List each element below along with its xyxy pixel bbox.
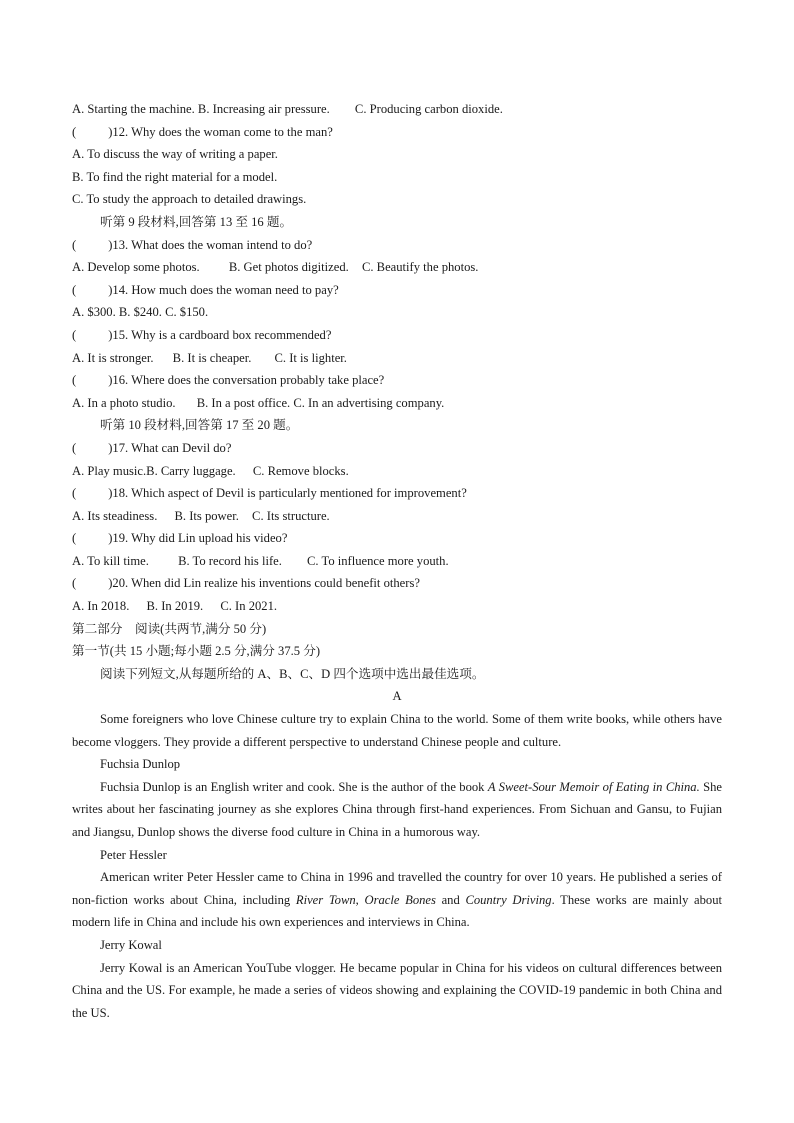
- option-b: B. In a post office.: [196, 395, 291, 410]
- question-number: 15.: [112, 327, 129, 342]
- question-number: 19.: [112, 531, 129, 546]
- person-paragraph: Fuchsia Dunlop is an English writer and cook. She is the author of the book A Sweet-Sour Memoir of Eating in China. She writes about her fascinating journey as she explores China through first-hand experiences. From Sichuan and Gansu, to Fujian and Jiangsu, Dunlop shows the diverse food culture in China in a humorous way.: [72, 779, 723, 839]
- option-c: C. In an advertising company.: [293, 395, 445, 410]
- question-number: 16.: [112, 373, 129, 388]
- person-paragraph: American writer Peter Hessler came to China in 1996 and travelled the country for over 10 years. He published a series of non-fiction works about China, including River Town, Oracle Bones and Country Driving. These works are mainly about modern life in China and include his own experiences and interviews in China.: [72, 870, 723, 930]
- person-paragraph: Jerry Kowal is an American YouTube vlogger. He became popular in China for his videos on cultural differences between China and the US. For example, he made a series of videos showing and explaining the COVID-19 pandemic in both China and the US.: [72, 960, 722, 1020]
- passage-intro: Some foreigners who love Chinese culture try to explain China to the world. Some of them write books, while others have become vloggers. They provide a different perspective to understand Chinese people and culture.: [72, 712, 722, 749]
- question-18: ( )18. Which aspect of Devil is particularly mentioned for improvement?: [72, 486, 467, 501]
- question-text: What can Devil do?: [131, 440, 232, 455]
- q11-options: [72, 98, 722, 121]
- option-c: C. Remove blocks.: [252, 463, 349, 478]
- question-text: What does the woman intend to do?: [131, 237, 313, 252]
- question-19: ( )19. Why did Lin upload his video?: [72, 531, 288, 546]
- q18-options: [72, 505, 722, 528]
- part-2-title: 第二部分 阅读(共两节,满分 50 分): [72, 621, 267, 636]
- question-15: ( )15. Why is a cardboard box recommended?: [72, 327, 332, 342]
- option-c: C. $150.: [165, 305, 209, 320]
- option-a: A. It is stronger.: [72, 350, 154, 365]
- option-c: C. Beautify the photos.: [361, 260, 479, 275]
- option-a: A. Develop some photos.: [72, 260, 200, 275]
- person-name: Jerry Kowal: [100, 937, 162, 952]
- option-a: A. In a photo studio.: [72, 395, 176, 410]
- option-b: B. $240.: [118, 305, 162, 320]
- option-a: A. $300.: [72, 305, 116, 320]
- question-17: ( )17. What can Devil do?: [72, 440, 232, 455]
- q15-options: [72, 347, 722, 370]
- q20-options: [72, 595, 722, 618]
- question-number: 17.: [112, 440, 129, 455]
- option-c: C. To influence more youth.: [307, 553, 449, 568]
- passage-label: A: [392, 689, 402, 704]
- section-10-instruction: 听第 10 段材料,回答第 17 至 20 题。: [100, 418, 299, 433]
- option-a: A. In 2018.: [72, 599, 130, 614]
- option-c: C. In 2021.: [220, 599, 278, 614]
- question-text: How much does the woman need to pay?: [131, 282, 339, 297]
- question-20: ( )20. When did Lin realize his inventions could benefit others?: [72, 576, 420, 591]
- option-a: A. Play music.: [72, 463, 147, 478]
- book-title: A Sweet-Sour Memoir of Eating in China.: [487, 779, 700, 794]
- option-a: A. Starting the machine.: [72, 102, 195, 116]
- book-title: River Town: [295, 892, 356, 907]
- person-name: Fuchsia Dunlop: [100, 757, 181, 772]
- option-c: C. It is lighter.: [274, 350, 347, 365]
- option-b: B. Carry luggage.: [146, 463, 236, 478]
- q16-options: [72, 392, 722, 415]
- question-text: Why is a cardboard box recommended?: [131, 327, 332, 342]
- q13-options: [72, 256, 722, 279]
- option-c: C. Producing carbon dioxide.: [354, 102, 503, 116]
- option-c: C. Its structure.: [252, 508, 330, 523]
- exam-page: [72, 98, 722, 1024]
- book-title: Oracle Bones: [364, 892, 436, 907]
- option-a: A. Its steadiness.: [72, 508, 158, 523]
- question-14: ( )14. How much does the woman need to pay?: [72, 282, 339, 297]
- question-number: 20.: [112, 576, 129, 591]
- option-c: C. To study the approach to detailed drawings.: [72, 192, 307, 207]
- question-number: 14.: [112, 282, 129, 297]
- book-title: Country Driving: [465, 892, 552, 907]
- q14-options: [72, 301, 722, 324]
- section-9-instruction: 听第 9 段材料,回答第 13 至 16 题。: [100, 214, 293, 229]
- question-text: Why does the woman come to the man?: [131, 124, 333, 139]
- option-b: B. Its power.: [174, 508, 239, 523]
- option-b: B. To find the right material for a model.: [72, 169, 278, 184]
- reading-instruction: 阅读下列短文,从每题所给的 A、B、C、D 四个选项中选出最佳选项。: [100, 666, 485, 681]
- question-text: When did Lin realize his inventions could benefit others?: [131, 576, 420, 591]
- option-b: B. To record his life.: [178, 553, 282, 568]
- question-number: 18.: [112, 486, 129, 501]
- person-name: Peter Hessler: [100, 847, 167, 862]
- option-a: A. To discuss the way of writing a paper.: [72, 147, 278, 162]
- question-number: 12.: [112, 124, 129, 139]
- option-b: B. Increasing air pressure.: [197, 102, 330, 116]
- question-number: 13.: [112, 237, 129, 252]
- section-1-title: 第一节(共 15 小题;每小题 2.5 分,满分 37.5 分): [72, 644, 321, 659]
- question-text: Which aspect of Devil is particularly mentioned for improvement?: [131, 486, 467, 501]
- q17-options: [72, 460, 722, 483]
- question-text: Why did Lin upload his video?: [131, 531, 288, 546]
- question-text: Where does the conversation probably take place?: [131, 373, 385, 388]
- option-b: B. In 2019.: [146, 599, 204, 614]
- option-b: B. Get photos digitized.: [228, 260, 349, 275]
- option-a: A. To kill time.: [72, 553, 149, 568]
- question-12: ( )12. Why does the woman come to the man?: [72, 124, 333, 139]
- option-b: B. It is cheaper.: [172, 350, 252, 365]
- q19-options: [72, 550, 722, 573]
- question-16: ( )16. Where does the conversation probably take place?: [72, 373, 385, 388]
- question-13: ( )13. What does the woman intend to do?: [72, 237, 313, 252]
